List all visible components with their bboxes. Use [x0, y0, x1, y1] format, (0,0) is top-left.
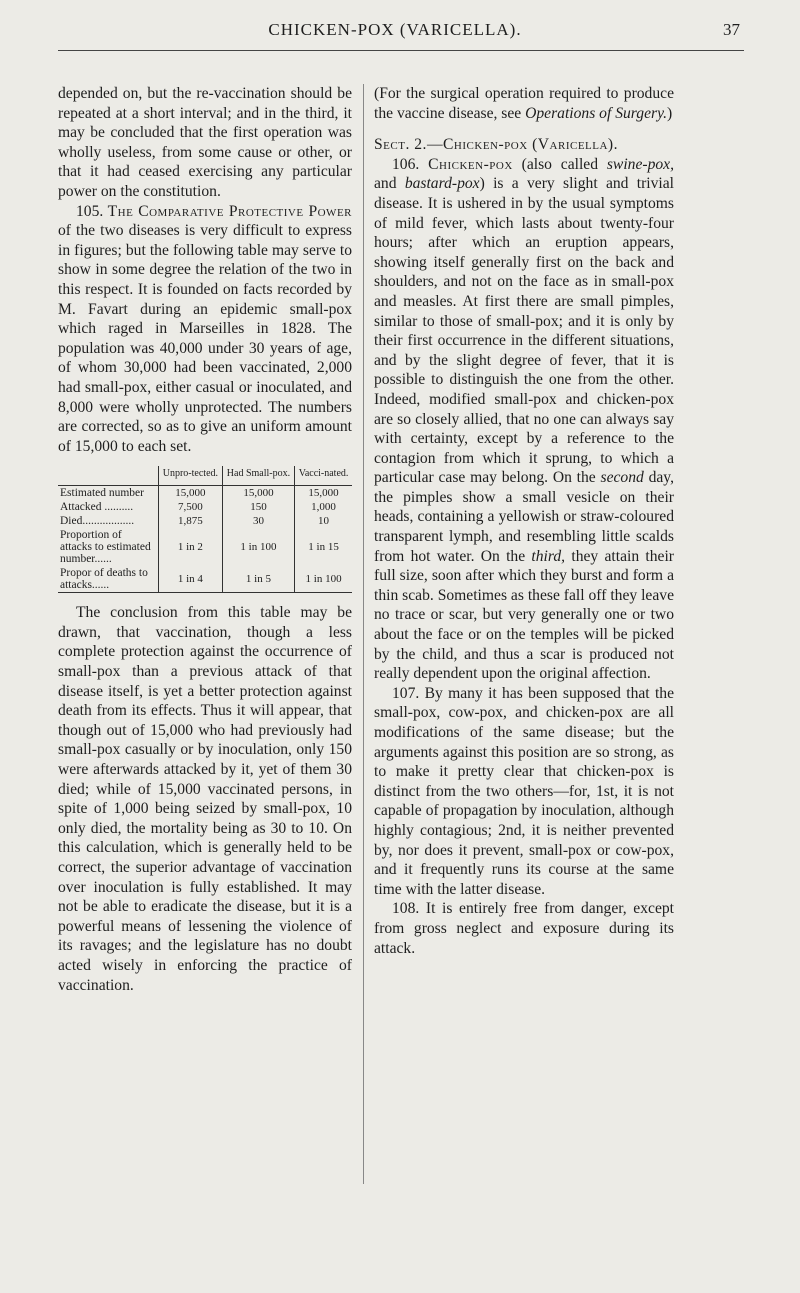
paragraph-text: ) is a very slight and trivial disease. It is ushered in by the usual symptoms of mild fever, which lasts about twenty-four hours; after which an eruption appears, showing itself generally first on the back and shoulders, and not on the face as in small-pox and measles. At first there are small pimples, similar to those of small-pox; and it is only by their first occurrence in the different situations, and by the slight degree of fever, that it is possible to distinguish the one from the other. Indeed, modified small-pox and chicken-pox are so closely allied, that no one can always say with certainty, except by a reference to the contagion from which it sprung, to which a particular case may belong. On the — [374, 175, 674, 487]
table-row — [58, 514, 352, 528]
paragraph-text: they attain their full size, soon after which they burst and form a thin scab. Sometimes as these fall off they leave no trace or scar, but very generally one or two about the face or on the temples will be picked by the child, and thus a scar is produced not really dependent upon the original affection. — [374, 547, 674, 683]
table-cell: 1 in 100 — [295, 566, 352, 593]
table-cell: 1 in 5 — [222, 566, 294, 593]
paragraph-108: 108. It is entirely free from danger, except from gross neglect and exposure during its attack. — [374, 900, 674, 957]
row-label: Proportion of attacks to estimated number...... — [60, 529, 151, 566]
table-cell: 1 in 2 — [159, 528, 223, 566]
row-label: Died.................. — [60, 515, 135, 528]
note-close: ) — [667, 104, 673, 122]
table-cell: 15,000 — [222, 486, 294, 501]
table-cell: 15,000 — [295, 486, 352, 501]
table-row — [58, 486, 352, 501]
paragraph-heading: The Comparative Protective Power — [107, 202, 353, 220]
table-cell: 10 — [295, 514, 352, 528]
italic-term: bastard-pox — [404, 175, 480, 193]
paragraph-text: of the two diseases is very difficult to express in figures; but the following table may serve to show in some degree the relation of the two in this respect. It is founded on facts recorded by M. Favart during an epidemic small-pox which raged in Marseilles in 1828. The population was 40,000 under 30 years of age, of whom 30,000 had been vaccinated, 2,000 had small-pox, either casual or inoculated, and 8,000 were wholly unprotected. The numbers are corrected, so as to give an uniform amount of 15,000 to each set. — [58, 222, 352, 455]
table-cell: 1 in 15 — [295, 528, 352, 566]
section-heading: Sect. 2.—Chicken-pox (Varicella). — [374, 136, 619, 154]
column-header-vaccinated: Vacci-nated. — [295, 466, 352, 486]
table-cell: 1,000 — [295, 500, 352, 514]
paragraph-number: 105. — [76, 202, 104, 220]
paragraph-107: 107. By many it has been supposed that the small-pox, cow-pox, and chicken-pox are all modifications of the same disease; but the arguments against this position are so strong, as to make it pretty clear that chicken-pox is distinct from the two others—for, 1st, it is not capable of propagation by inoculation, although highly contagious; 2nd, it is neither prevented by, nor does it prevent, small-pox or cow-pox, and it frequently runs its course at the same time with the latter disease. — [374, 684, 674, 898]
table-corner — [58, 466, 159, 486]
italic-term: second — [600, 469, 644, 487]
comparison-table — [58, 466, 352, 593]
column-header-unprotected: Unpro-tected. — [159, 466, 223, 486]
row-label: Propor of deaths to attacks...... — [58, 566, 159, 593]
paragraph-text: (also called — [521, 155, 599, 173]
table-row — [58, 566, 352, 593]
italic-term: swine-pox, — [606, 155, 674, 173]
note-text: (For the surgical operation required to produce the vaccine disease, see — [374, 85, 674, 122]
table-cell: 1,875 — [159, 514, 223, 528]
row-label: Attacked .......... — [60, 501, 134, 514]
table-cell: 15,000 — [159, 486, 223, 501]
left-column — [58, 84, 352, 995]
table-cell: 1 in 100 — [222, 528, 294, 566]
column-header-had-smallpox: Had Small-pox. — [222, 466, 294, 486]
paragraph-number: 106. — [392, 155, 420, 173]
page-number: 37 — [723, 20, 740, 39]
table-row — [58, 528, 352, 566]
right-column — [374, 84, 674, 958]
header-rule — [58, 50, 744, 51]
table-cell: 7,500 — [159, 500, 223, 514]
table-cell: 30 — [222, 514, 294, 528]
paragraph-106 — [374, 155, 674, 684]
table-row — [58, 500, 352, 514]
row-label: Estimated number — [60, 487, 144, 500]
paragraph-surgical-note — [374, 84, 674, 123]
running-head-title: CHICKEN-POX (VARICELLA). — [268, 20, 522, 39]
note-reference: Operations of Surgery. — [525, 104, 668, 122]
running-head — [50, 20, 740, 44]
table-cell: 150 — [222, 500, 294, 514]
paragraph-heading: Chicken-pox — [428, 155, 513, 173]
table-cell: 1 in 4 — [159, 566, 223, 593]
paragraph-conclusion: The conclusion from this table may be drawn, that vaccination, though a less complete protection against the occurrence of small-pox than a previous attack of that disease itself, is yet a better protection against death from its effects. Thus it will appear, that though out of 15,000 who had previously had small-pox casually or by inoculation, only 150 were afterwards attacked by it, yet of them 30 died; while of 15,000 vaccinated persons, in spite of 1,000 being seized by small-pox, 10 only died, the mortality being as 30 to 10. On this calculation, which is generally held to be correct, the superior advantage of vaccination over inoculation is fully established. It may not be able to eradicate the disease, but it is a powerful means of lessening the violence of its ravages; and the legislature has no doubt acted wisely in enforcing the practice of vaccination. — [58, 604, 352, 994]
italic-term: third, — [531, 547, 566, 565]
paragraph-text: and — [374, 175, 397, 193]
paragraph-continued: depended on, but the re-vaccination should be repeated at a short interval; and in the third, it may be concluded that the first operation was wholly useless, from some cause or other, or that it had ceased exercising any particular power on the constitution. — [58, 85, 352, 200]
paragraph-105 — [58, 202, 352, 457]
column-divider — [363, 84, 364, 1184]
paragraph-text: day, the pimples show a small vesicle on their heads, containing a yellowish or straw-coloured transparent lymph, and resembling little scalds from hot water. On the — [374, 469, 674, 565]
